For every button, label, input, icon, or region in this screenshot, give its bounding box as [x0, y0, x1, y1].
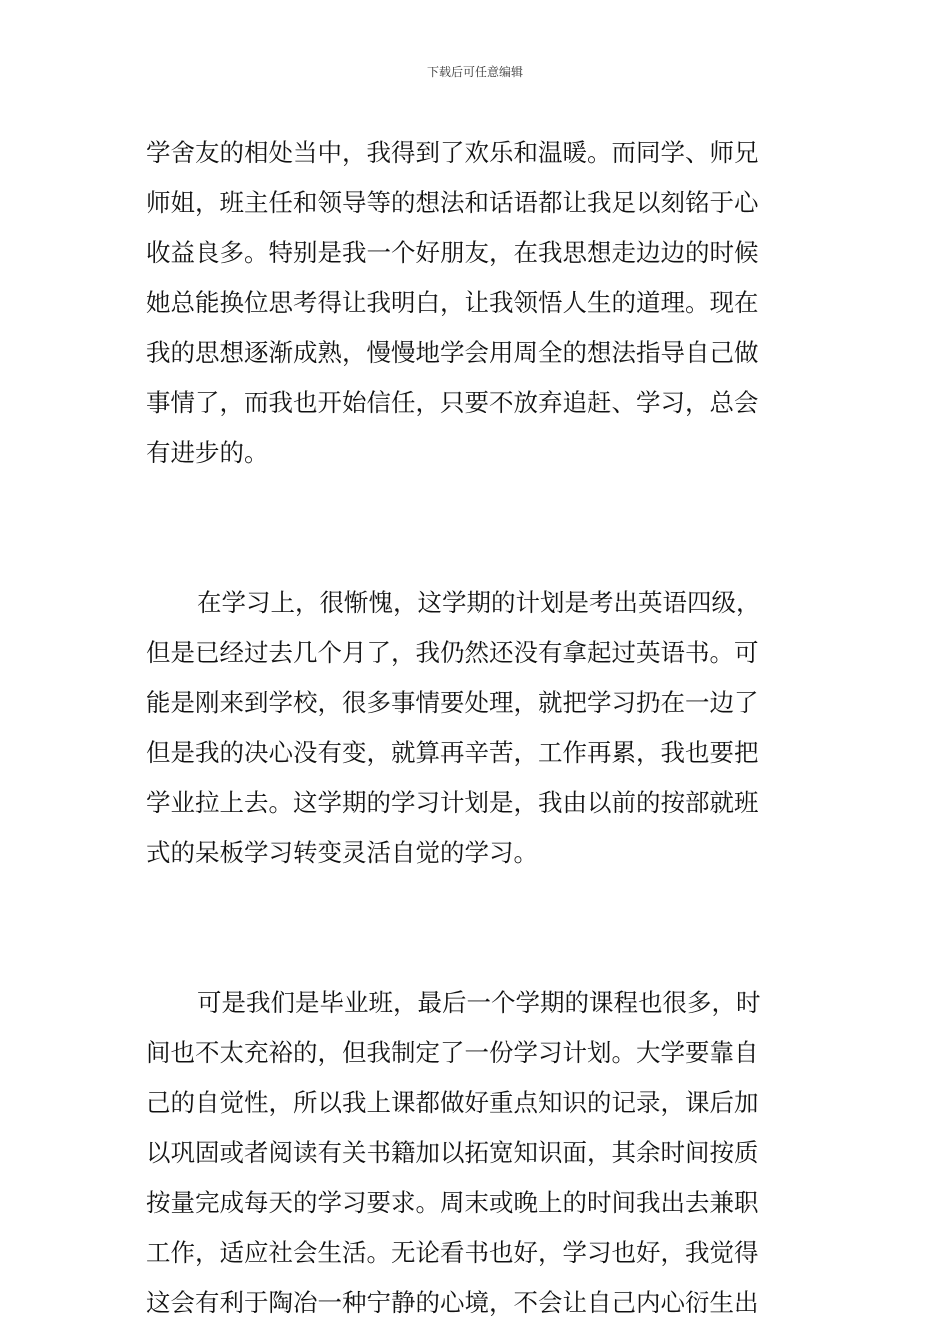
paragraph-1: [146, 128, 816, 478]
page-header: 下载后可任意编辑: [426, 65, 523, 79]
paragraph-line: 她总能换位思考得让我明白，让我领悟人生的道理。现在: [146, 288, 759, 317]
paragraph-line: 但是我的决心没有变，就算再辛苦，工作再累，我也要把: [146, 738, 759, 767]
paragraph-first-line: 在学习上，很惭愧，这学期的计划是考出英语四级，: [197, 588, 761, 617]
paragraph-line: 学业拉上去。这学期的学习计划是，我由以前的按部就班: [146, 788, 759, 817]
paragraph-gap: [146, 878, 816, 928]
paragraph-line: 收益良多。特别是我一个好朋友，在我思想走边边的时候: [146, 238, 759, 267]
paragraph-2: [146, 578, 816, 878]
paragraph-first-line: 可是我们是毕业班，最后一个学期的课程也很多，时: [197, 988, 761, 1017]
paragraph-line: 有进步的。: [146, 438, 269, 467]
paragraph-line: 工作，适应社会生活。无论看书也好，学习也好，我觉得: [146, 1238, 759, 1267]
paragraph-gap: [146, 478, 816, 528]
paragraph-line: 按量完成每天的学习要求。周末或晚上的时间我出去兼职: [146, 1188, 759, 1217]
paragraph-line: 以巩固或者阅读有关书籍加以拓宽知识面，其余时间按质: [146, 1138, 759, 1167]
paragraph-line: 己的自觉性，所以我上课都做好重点知识的记录，课后加: [146, 1088, 759, 1117]
paragraph-line: 我的思想逐渐成熟，慢慢地学会用周全的想法指导自己做: [146, 338, 759, 367]
paragraph-line: 但是已经过去几个月了，我仍然还没有拿起过英语书。可: [146, 638, 759, 667]
paragraph-line: 事情了，而我也开始信任，只要不放弃追赶、学习，总会: [146, 388, 759, 417]
paragraph-line: 间也不太充裕的，但我制定了一份学习计划。大学要靠自: [146, 1038, 759, 1067]
paragraph-3: [146, 978, 816, 1328]
paragraph-line: 式的呆板学习转变灵活自觉的学习。: [146, 838, 538, 867]
paragraph-line: 学舍友的相处当中，我得到了欢乐和温暖。而同学、师兄: [146, 138, 759, 167]
paragraph-line: 这会有利于陶冶一种宁静的心境，不会让自己内心衍生出: [146, 1288, 759, 1317]
paragraph-gap: [146, 528, 816, 578]
paragraph-gap: [146, 928, 816, 978]
document-body: [146, 128, 816, 1328]
paragraph-line: 能是刚来到学校，很多事情要处理，就把学习扔在一边了: [146, 688, 759, 717]
paragraph-line: 师姐，班主任和领导等的想法和话语都让我足以刻铭于心: [146, 188, 759, 217]
